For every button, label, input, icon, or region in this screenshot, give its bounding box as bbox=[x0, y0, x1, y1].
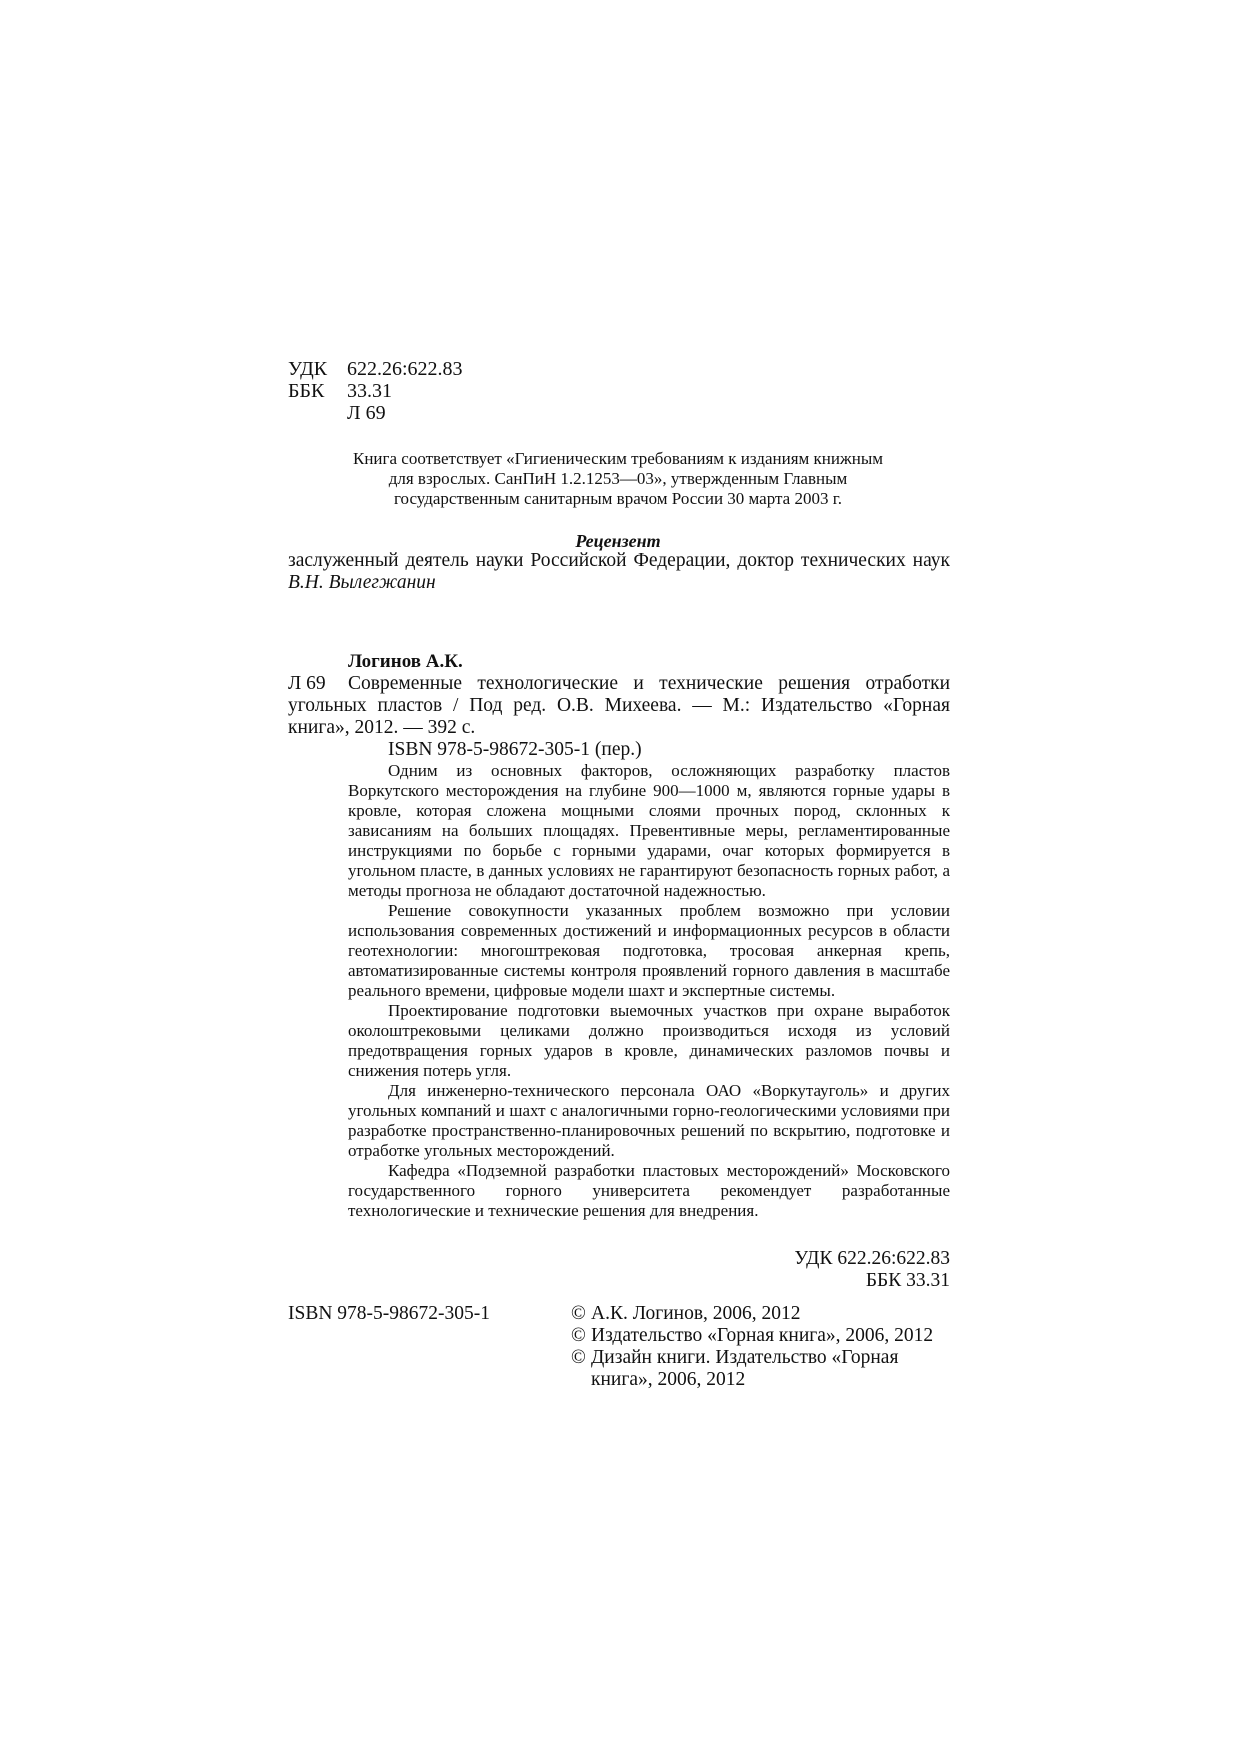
abstract-paragraph: Решение совокупности указанных проблем возможно при условии использования современных достижений и информационных ресурсов в области геотехнологии: многоштрековая подготовка, тросовая анкерная крепь, автоматизированные системы контроля проявлений горного давления в масштабе реального времени, цифровые модели шахт и экспертные системы. bbox=[348, 901, 950, 1000]
hygiene-line-3: государственным санитарным врачом России 30 марта 2003 г. bbox=[393, 489, 842, 508]
udk-value: 622.26:622.83 bbox=[347, 358, 463, 380]
reviewer-title: Рецензент bbox=[575, 531, 661, 551]
catalog-classification bbox=[794, 1248, 950, 1292]
reviewer-text bbox=[288, 550, 950, 594]
reviewer-name: В.Н. Вылегжанин bbox=[288, 572, 436, 593]
copyright-symbol: © bbox=[571, 1325, 586, 1346]
copyright-symbol: © bbox=[571, 1347, 586, 1368]
catalog-bbk: ББК 33.31 bbox=[865, 1270, 950, 1291]
udk-label: УДК bbox=[288, 358, 328, 380]
abstract-paragraph: Проектирование подготовки выемочных участков при охране выработок околоштрековыми целиками должно производиться исходя из условий предотвращения горных ударов в кровле, динамических разломов почвы и снижения потерь угля. bbox=[348, 1001, 950, 1080]
copyright-item bbox=[571, 1325, 971, 1347]
copyright-text-continued: книга», 2006, 2012 bbox=[591, 1369, 746, 1390]
copyright-list bbox=[571, 1303, 971, 1391]
copyright-text: А.К. Логинов, 2006, 2012 bbox=[591, 1303, 801, 1324]
hygiene-line-2: для взрослых. СанПиН 1.2.1253—03», утвержденным Главным bbox=[388, 469, 848, 488]
abstract-paragraph: Кафедра «Подземной разработки пластовых месторождений» Московского государственного горного университета рекомендует разработанные технологические и технические решения для внедрения. bbox=[348, 1161, 950, 1220]
udk-row bbox=[288, 358, 463, 380]
hygiene-line-1: Книга соответствует «Гигиеническим требованиям к изданиям книжным bbox=[352, 449, 883, 468]
reviewer-description: заслуженный деятель науки Российской Федерации, доктор технических наук bbox=[288, 550, 950, 571]
catalog-author: Логинов А.К. bbox=[348, 651, 463, 672]
hygiene-note bbox=[288, 449, 948, 509]
abstract-paragraph: Для инженерно-технического персонала ОАО «Воркутауголь» и других угольных компаний и шахт с аналогичными горно-геологическими условиями при разработке пространственно-планировочных решений по вскрытию, подготовке и отработке угольных месторождений. bbox=[348, 1081, 950, 1160]
copyright-symbol: © bbox=[571, 1303, 586, 1324]
catalog-isbn: ISBN 978-5-98672-305-1 (пер.) bbox=[388, 739, 642, 760]
copyright-item bbox=[571, 1303, 971, 1325]
copyright-text: Дизайн книги. Издательство «Горная bbox=[591, 1347, 899, 1368]
bbk-label: ББК bbox=[288, 380, 325, 402]
author-mark: Л 69 bbox=[347, 402, 386, 424]
catalog-description: Современные технологические и технические решения отработки угольных пластов / Под ред. О.В. Михеева. — М.: Издательство «Горная книга», 2012. — 392 с. bbox=[288, 673, 950, 738]
catalog-code: Л 69 bbox=[288, 673, 326, 694]
catalog-abstract bbox=[348, 761, 950, 1221]
copyright-text: Издательство «Горная книга», 2006, 2012 bbox=[591, 1325, 934, 1346]
bbk-value: 33.31 bbox=[347, 380, 392, 402]
abstract-paragraph: Одним из основных факторов, осложняющих разработку пластов Воркутского месторождения на глубине 900—1000 м, являются горные удары в кровле, которая сложена мощными слоями прочных пород, склонных к зависаниям на больших площадях. Превентивные меры, регламентированные инструкциями по борьбе с горными ударами, очаг которых формируется в угольном пласте, в данных условиях не гарантируют безопасность горных работ, а методы прогноза не обладают достаточной надежностью. bbox=[348, 761, 950, 900]
catalog-udk: УДК 622.26:622.83 bbox=[794, 1248, 950, 1269]
bbk-row bbox=[288, 380, 463, 402]
copyright-item bbox=[571, 1347, 971, 1369]
classification-block bbox=[288, 358, 463, 424]
imprint-isbn: ISBN 978-5-98672-305-1 bbox=[288, 1303, 491, 1324]
author-mark-row bbox=[288, 402, 463, 424]
